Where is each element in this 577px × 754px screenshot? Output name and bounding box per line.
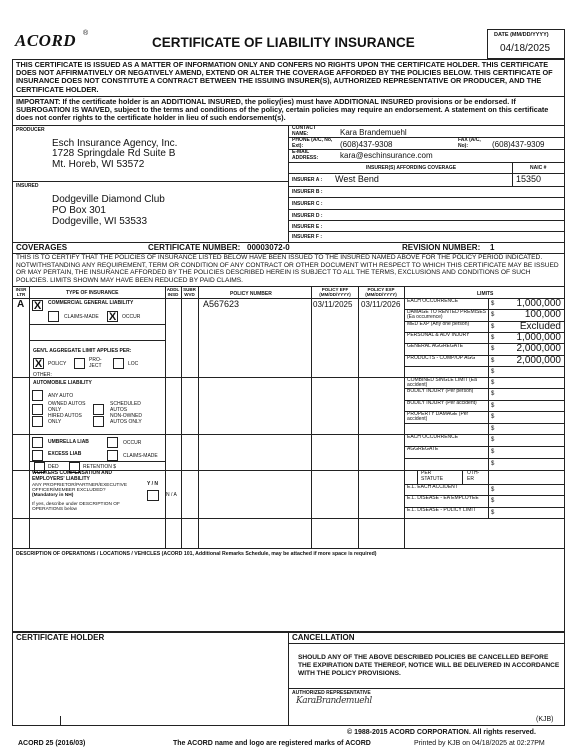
auto-limit-label: BODILY INJURY (Per person) [407,388,474,395]
fax-label: FAX (A/C, No): [458,137,481,149]
divider [288,209,565,210]
gl-limit-value: 100,000 [524,309,561,321]
acord-logo: ACORD [15,31,77,50]
divider [288,220,565,221]
phone-value: (608)437-9308 [340,140,393,149]
certify-text: THIS IS TO CERTIFY THAT THE POLICIES OF INSURANCE LISTED BELOW HAVE BEEN ISSUED TO THE INSURED NAMED ABOVE FOR THE POLICY PERIOD INDICATED. NOTWITHSTANDING ANY REQUIREMENT, TERM OR CONDITION OF ANY CONTRACT OR OTHER DOCUMENT WITH RESPECT TO WHICH THIS CERTIFICATE MAY BE ISSUED OR MAY PERTAIN, THE INSURANCE AFFORDED BY THE POLICIES DESCRIBED HEREIN IS SUBJECT TO ALL THE TERMS, EXCLUSIONS AND CONDITIONS OF SUCH POLICIES. LIMITS SHOWN MAY HAVE BEEN REDUCED BY PAID CLAIMS. [16,254,559,284]
email-label: E-MAIL ADDRESS: [292,149,319,161]
divider [462,470,463,484]
wc-limit-label: E.L. DISEASE - EA EMPLOYEE [407,495,479,502]
gl-checkbox[interactable]: X [33,300,42,312]
umbrella-limit-dollar: $ [491,437,495,443]
project-checkbox[interactable] [74,358,85,369]
divider [198,286,199,548]
gl-policy-number: A567623 [203,299,240,309]
wc-limit-label: E.L. DISEASE - POLICY LIMIT [407,506,476,513]
gl-limit-dollar: $ [491,312,495,319]
insured-label: INSURED [16,183,39,189]
divider [165,286,166,548]
umbrella-limit-label: EACH OCCURRENCE [407,434,459,440]
divider [29,461,165,462]
contact-name-label: CONTACT NAME: [292,125,317,137]
gl-limit-value: 2,000,000 [516,343,561,355]
divider [181,286,182,548]
divider [404,423,565,424]
insured-address2: Dodgeville, WI 53533 [52,216,148,227]
wc-limit-dollar: $ [491,487,495,493]
initials: (KJB) [536,716,554,723]
description-label: DESCRIPTION OF OPERATIONS / LOCATIONS / VEHICLES (ACORD 101, Additional Remarks Schedule, may be attached if more space is required) [16,551,377,557]
wc-question: ANY PROPRIETOR/PARTNER/EXECUTIVE OFFICER/MEMBER EXCLUDED? [32,483,128,494]
ded-label: DED [48,464,59,470]
gl-limit-label: PERSONAL & ADV INJURY [407,331,470,338]
col-addl: ADDL INSD [166,287,180,297]
wc-describe: If yes, describe under DESCRIPTION OF OPERATIONS below [32,502,120,513]
umbrella-label: UMBRELLA LIAB [48,439,89,445]
divider [288,149,565,150]
insurer-a-label: INSURER A : [292,177,323,183]
gl-limit-label: GENERAL AGGREGATE [407,343,464,350]
auto-limit-dollar: $ [491,402,495,409]
registered-marks-note: The ACORD name and logo are registered marks of ACORD [173,740,371,747]
date-label: DATE (MM/DD/YYYY) [494,32,549,38]
auto-limit-label: COMBINED SINGLE LIMIT (Ea accident) [407,377,477,388]
insurers-header: INSURER(S) AFFORDING COVERAGE [366,165,457,171]
gl-limit-label: DAMAGE TO RENTED PREMISES (Ea occurrence) [407,309,486,321]
policy-label: POLICY [48,361,67,367]
policy-checkbox[interactable]: X [34,358,43,370]
gl-exp-date: 03/11/2026 [361,300,401,309]
claims-made-checkbox[interactable] [48,311,59,322]
wc-na: N / A [166,492,177,498]
divider [404,458,565,459]
divider [288,125,289,242]
revision-number-label: REVISION NUMBER: [402,243,481,252]
divider [288,231,565,232]
gl-limit-dollar: $ [491,357,495,364]
claims-made-umbrella-checkbox[interactable] [107,450,118,461]
insurer-e-label: INSURER E : [292,224,323,230]
divider [404,286,405,548]
per-statute-label: PER STATUTE [421,470,444,482]
wc-label: WORKERS COMPENSATION AND EMPLOYERS' LIABILITY [32,470,112,482]
divider [29,286,30,548]
wc-limit-label: E.L. EACH ACCIDENT [407,484,458,490]
col-policy-number: POLICY NUMBER [230,291,272,297]
insurer-f-label: INSURER F : [292,234,322,240]
umbrella-occur-label: OCCUR [123,440,142,446]
copyright: © 1988-2015 ACORD CORPORATION. All rights reserved. [347,729,536,736]
loc-checkbox[interactable] [113,358,124,369]
gl-limit-value: Excluded [519,320,561,332]
umbrella-limit-dollar: $ [491,461,495,467]
divider [404,366,565,367]
divider [12,286,565,287]
auto-limit-dollar: $ [491,380,495,386]
divider [512,162,513,186]
any-auto-label: ANY AUTO [48,393,74,399]
umbrella-checkbox[interactable] [32,437,43,448]
insurer-a-naic: 15350 [516,174,542,184]
umbrella-occur-checkbox[interactable] [107,437,118,448]
auto-limit-label: BODILY INJURY (Per accident) [407,399,477,406]
gl-limit-dollar: $ [491,334,495,341]
divider [288,631,289,726]
certificate-number-label: CERTIFICATE NUMBER: [148,243,241,252]
gl-limit-label: MED EXP (Any one person) [407,320,470,327]
retention-label: RETENTION $ [83,464,117,470]
hired-autos-label: HIRED AUTOS ONLY [48,413,82,425]
scheduled-autos-label: SCHEDULED AUTOS [110,401,141,413]
printed-by: Printed by KJB on 04/18/2025 at 02:27PM [414,740,545,747]
authorized-rep-label: AUTHORIZED REPRESENTATIVE [292,690,371,696]
registered-mark: ® [83,30,89,37]
gl-limit-label: EACH OCCURRENCE [407,298,459,304]
gl-limit-dollar: $ [491,323,495,330]
col-type: TYPE OF INSURANCE [66,290,119,296]
certificate-number: 00003072-0 [247,243,290,252]
page-title: CERTIFICATE OF LIABILITY INSURANCE [152,35,415,50]
gl-blank-checkbox[interactable] [32,327,43,338]
divider [12,181,288,182]
important-text: IMPORTANT: If the certificate holder is an ADDITIONAL INSURED, the policy(ies) must have ADDITIONAL INSURED provisions or be endorsed. If SUBROGATION IS WAIVED, subject to the terms and conditions of the policy, certain policies may require an endorsement. A statement on this certificate does not confer rights to the certificate holder in lieu of such endorsement(s). [16,97,549,123]
umbrella-limit-dollar: $ [491,449,495,455]
excess-label: EXCESS LIAB [48,451,82,457]
producer-label: PRODUCER [16,127,45,133]
wc-limit-dollar: $ [491,509,495,516]
gl-limit-dollar: $ [491,368,495,375]
col-limits: LIMITS [477,291,494,297]
loc-label: LOC [128,361,139,367]
occur-label: OCCUR [122,314,141,320]
hired-autos-checkbox[interactable] [32,416,43,427]
wc-limit-dollar: $ [491,498,495,505]
gl-insurer-letter: A [17,299,25,310]
auto-limit-dollar: $ [491,414,495,421]
date-value: 04/18/2025 [500,43,551,54]
gl-label: COMMERCIAL GENERAL LIABILITY [48,300,134,306]
phone-label: PHONE (A/C, No, Ext): [292,137,333,149]
divider [288,186,565,187]
non-owned-autos-checkbox[interactable] [93,416,104,427]
gl-limit-dollar: $ [491,346,495,353]
producer-address2: Mt. Horeb, WI 53572 [52,159,145,170]
gl-eff-date: 03/11/2025 [313,300,353,309]
auto-limit-label: PROPERTY DAMAGE (Per accident) [407,411,469,423]
auto-limit-dollar: $ [491,425,495,432]
divider [358,286,359,548]
col-eff: POLICY EFF (MM/DD/YYYY) [319,287,351,297]
insurer-a-name: West Bend [335,174,379,184]
insurer-b-label: INSURER B : [292,189,323,195]
scheduled-autos-checkbox[interactable] [93,404,104,415]
agg-applies-label: GEN'L AGGREGATE LIMIT APPLIES PER: [33,348,132,354]
disclaimer-text: THIS CERTIFICATE IS ISSUED AS A MATTER OF INFORMATION ONLY AND CONFERS NO RIGHTS UPON THE CERTIFICATE HOLDER. THIS CERTIFICATE DOES NOT AFFIRMATIVELY OR NEGATIVELY AMEND, EXTEND OR ALTER THE COVERAGE AFFORDED BY THE POLICIES BELOW. THIS CERTIFICATE OF INSURANCE DOES NOT CONSTITUTE A CONTRACT BETWEEN THE ISSUING INSURER(S), AUTHORIZED REPRESENTATIVE OR PRODUCER, AND THE CERTIFICATE HOLDER. [16,60,553,94]
divider [288,643,565,644]
producer-address1: 1728 Springdale Rd Suite B [52,148,176,159]
non-owned-autos-label: NON-OWNED AUTOS ONLY [110,413,142,425]
divider [288,688,565,689]
auto-limit-dollar: $ [491,391,495,398]
certificate-holder-label: CERTIFICATE HOLDER [16,633,105,642]
divider [29,324,165,325]
owned-autos-checkbox[interactable] [32,404,43,415]
project-label: PRO-JECT [89,357,102,369]
col-subr: SUBR WVD [183,287,196,297]
insured-name: Dodgeville Diamond Club [52,194,165,205]
umbrella-claims-made-label: CLAIMS-MADE [123,453,158,459]
divider [29,340,165,341]
insured-address1: PO Box 301 [52,205,106,216]
insurer-c-label: INSURER C : [292,201,323,207]
umbrella-limit-label: AGGREGATE [407,446,439,452]
excess-checkbox[interactable] [32,450,43,461]
any-auto-checkbox[interactable] [32,390,43,401]
oth-er-label: OTH-ER [467,470,480,482]
gl-limit-value: 1,000,000 [516,298,561,309]
divider [417,470,418,484]
divider [288,162,565,163]
cancellation-label: CANCELLATION [292,633,355,642]
fax-value: (608)437-9309 [492,140,545,149]
divider [60,716,61,726]
divider [12,548,565,549]
form-number: ACORD 25 (2016/03) [18,740,86,747]
gl-limit-dollar: $ [491,301,495,307]
col-exp: POLICY EXP (MM/DD/YYYY) [365,287,397,297]
divider [288,197,565,198]
insurer-d-label: INSURER D : [292,213,323,219]
gl-limit-label: PRODUCTS - COMP/OP AGG [407,354,476,361]
auto-label: AUTOMOBILE LIABILITY [33,380,92,386]
signature: KaraBrandemuehl [296,696,372,706]
coverages-label: COVERAGES [16,243,68,252]
cancellation-text: SHOULD ANY OF THE ABOVE DESCRIBED POLICIES BE CANCELLED BEFORE THE EXPIRATION DATE THEREOF, NOTICE WILL BE DELIVERED IN ACCORDANCE WITH THE POLICY PROVISIONS. [298,654,560,678]
other-label: OTHER: [33,372,52,378]
wc-mandatory: (Mandatory in NH) [32,493,74,498]
wc-yn-box[interactable] [147,490,159,501]
contact-name: Kara Brandemuehl [340,128,407,137]
producer-name: Esch Insurance Agency, Inc. [52,138,178,149]
gl-limit-value: 2,000,000 [516,354,561,366]
occur-checkbox[interactable]: X [108,311,117,323]
divider [311,286,312,548]
divider [12,518,565,519]
wc-yn: Y / N [147,481,159,487]
naic-label: NAIC # [530,165,547,171]
revision-number: 1 [490,243,495,252]
owned-autos-label: OWNED AUTOS ONLY [48,401,86,413]
claims-made-label: CLAIMS-MADE [64,314,99,320]
email-value: kara@eschinsurance.com [340,151,433,160]
col-insr-ltr: INSR LTR [15,287,27,297]
gl-limit-value: 1,000,000 [516,331,561,343]
